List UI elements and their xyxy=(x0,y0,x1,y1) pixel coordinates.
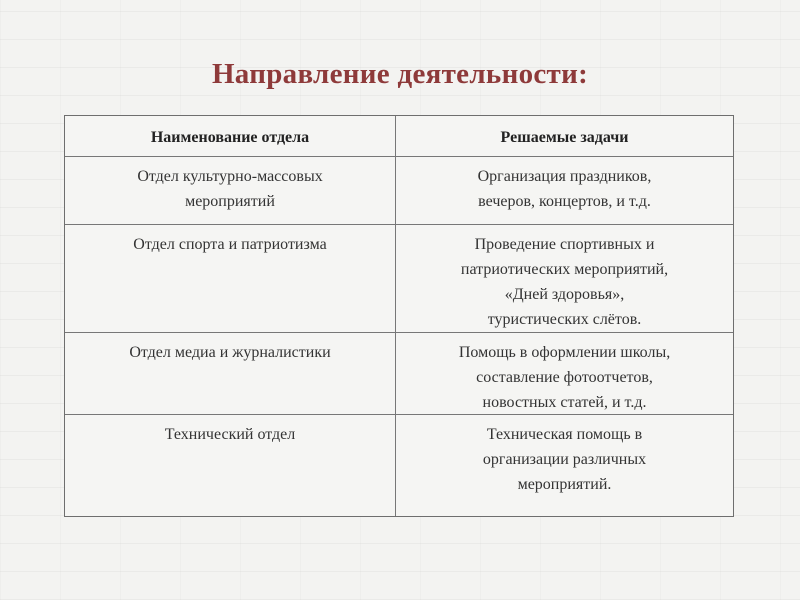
task-line: составление фотоотчетов, xyxy=(476,369,653,386)
task-line: организации различных xyxy=(482,451,647,468)
column-header-tasks: Решаемые задачи xyxy=(396,116,733,157)
slide-title: Направление деятельности: xyxy=(211,58,589,90)
department-name: Отдел спорта и патриотизма xyxy=(65,225,396,333)
department-tasks xyxy=(396,157,733,225)
task-line: Помощь в оформлении школы, xyxy=(458,344,671,361)
task-line: Техническая помощь в xyxy=(486,426,643,443)
column-header-department: Наименование отдела xyxy=(65,116,396,157)
department-name: Отдел медиа и журналистики xyxy=(65,333,396,415)
department-tasks xyxy=(396,225,733,333)
department-name: Отдел культурно-массовых мероприятий xyxy=(65,157,396,225)
task-line: «Дней здоровья», xyxy=(504,286,625,303)
department-tasks xyxy=(396,415,733,516)
task-line: мероприятий. xyxy=(517,476,612,493)
department-tasks xyxy=(396,333,733,415)
task-line: Организация праздников, xyxy=(477,168,652,185)
task-line: туристических слётов. xyxy=(487,311,642,328)
task-line: Проведение спортивных и xyxy=(474,236,655,253)
task-line: новостных статей, и т.д. xyxy=(482,394,647,411)
departments-table xyxy=(64,115,734,517)
department-name: Технический отдел xyxy=(65,415,396,516)
task-line: вечеров, концертов, и т.д. xyxy=(478,193,651,210)
task-line: патриотических мероприятий, xyxy=(460,261,669,278)
